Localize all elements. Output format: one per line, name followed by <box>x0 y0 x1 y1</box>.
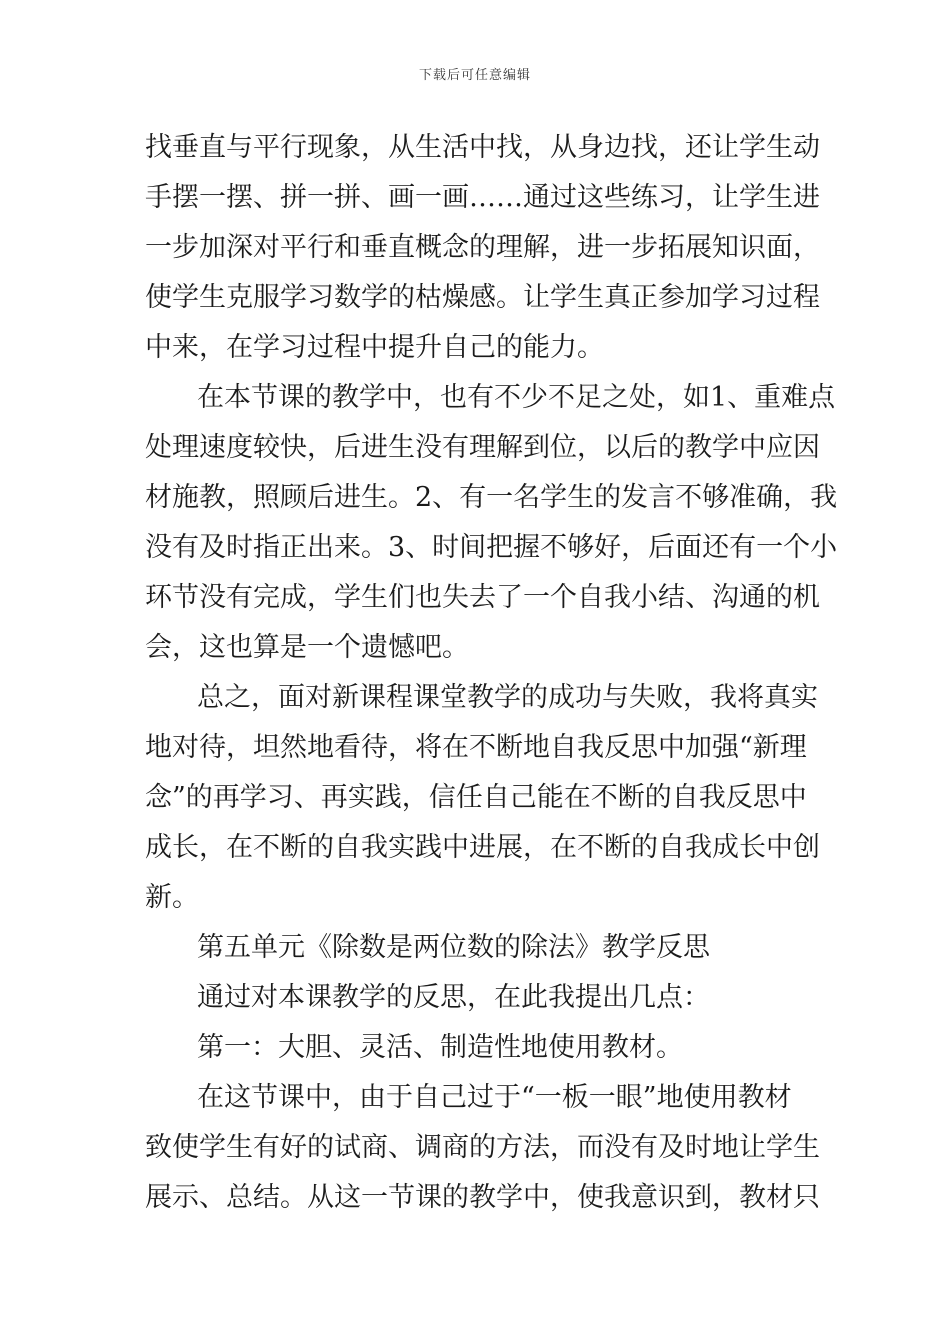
text-line: 环节没有完成，学生们也失去了一个自我小结、沟通的机 <box>145 582 820 613</box>
text-line: 念”的再学习、再实践，信任自己能在不断的自我反思中 <box>145 782 807 813</box>
text-line: 在这节课中，由于自己过于“一板一眼”地使用教材 <box>197 1082 792 1113</box>
text-line: 总之，面对新课程课堂教学的成功与失败，我将真实 <box>197 682 818 713</box>
page-header: 下载后可任意编辑 <box>418 68 531 83</box>
text-line: 使学生克服学习数学的枯燥感。让学生真正参加学习过程 <box>145 282 820 313</box>
text-line: 材施教，照顾后进生。2、有一名学生的发言不够准确，我 <box>145 482 838 513</box>
text-line: 第一：大胆、灵活、制造性地使用教材。 <box>197 1032 683 1063</box>
text-line: 在本节课的教学中，也有不少不足之处，如1、重难点 <box>197 382 836 413</box>
text-line: 地对待，坦然地看待，将在不断地自我反思中加强“新理 <box>145 732 807 763</box>
text-line: 中来，在学习过程中提升自己的能力。 <box>145 332 604 363</box>
text-line: 找垂直与平行现象，从生活中找，从身边找，还让学生动 <box>145 132 820 163</box>
text-line: 展示、总结。从这一节课的教学中，使我意识到，教材只 <box>145 1182 820 1213</box>
text-line: 致使学生有好的试商、调商的方法，而没有及时地让学生 <box>145 1132 820 1163</box>
text-line: 没有及时指正出来。3、时间把握不够好，后面还有一个小 <box>145 532 838 563</box>
text-line: 处理速度较快，后进生没有理解到位，以后的教学中应因 <box>145 432 820 463</box>
text-line: 手摆一摆、拼一拼、画一画……通过这些练习，让学生进 <box>145 182 820 213</box>
text-line: 新。 <box>145 882 199 913</box>
text-line: 会，这也算是一个遗憾吧。 <box>145 632 469 663</box>
section-heading: 第五单元《除数是两位数的除法》教学反思 <box>197 932 710 963</box>
text-line: 通过对本课教学的反思，在此我提出几点： <box>197 982 710 1013</box>
text-line: 一步加深对平行和垂直概念的理解，进一步拓展知识面， <box>145 232 820 263</box>
text-line: 成长，在不断的自我实践中进展，在不断的自我成长中创 <box>145 832 820 863</box>
